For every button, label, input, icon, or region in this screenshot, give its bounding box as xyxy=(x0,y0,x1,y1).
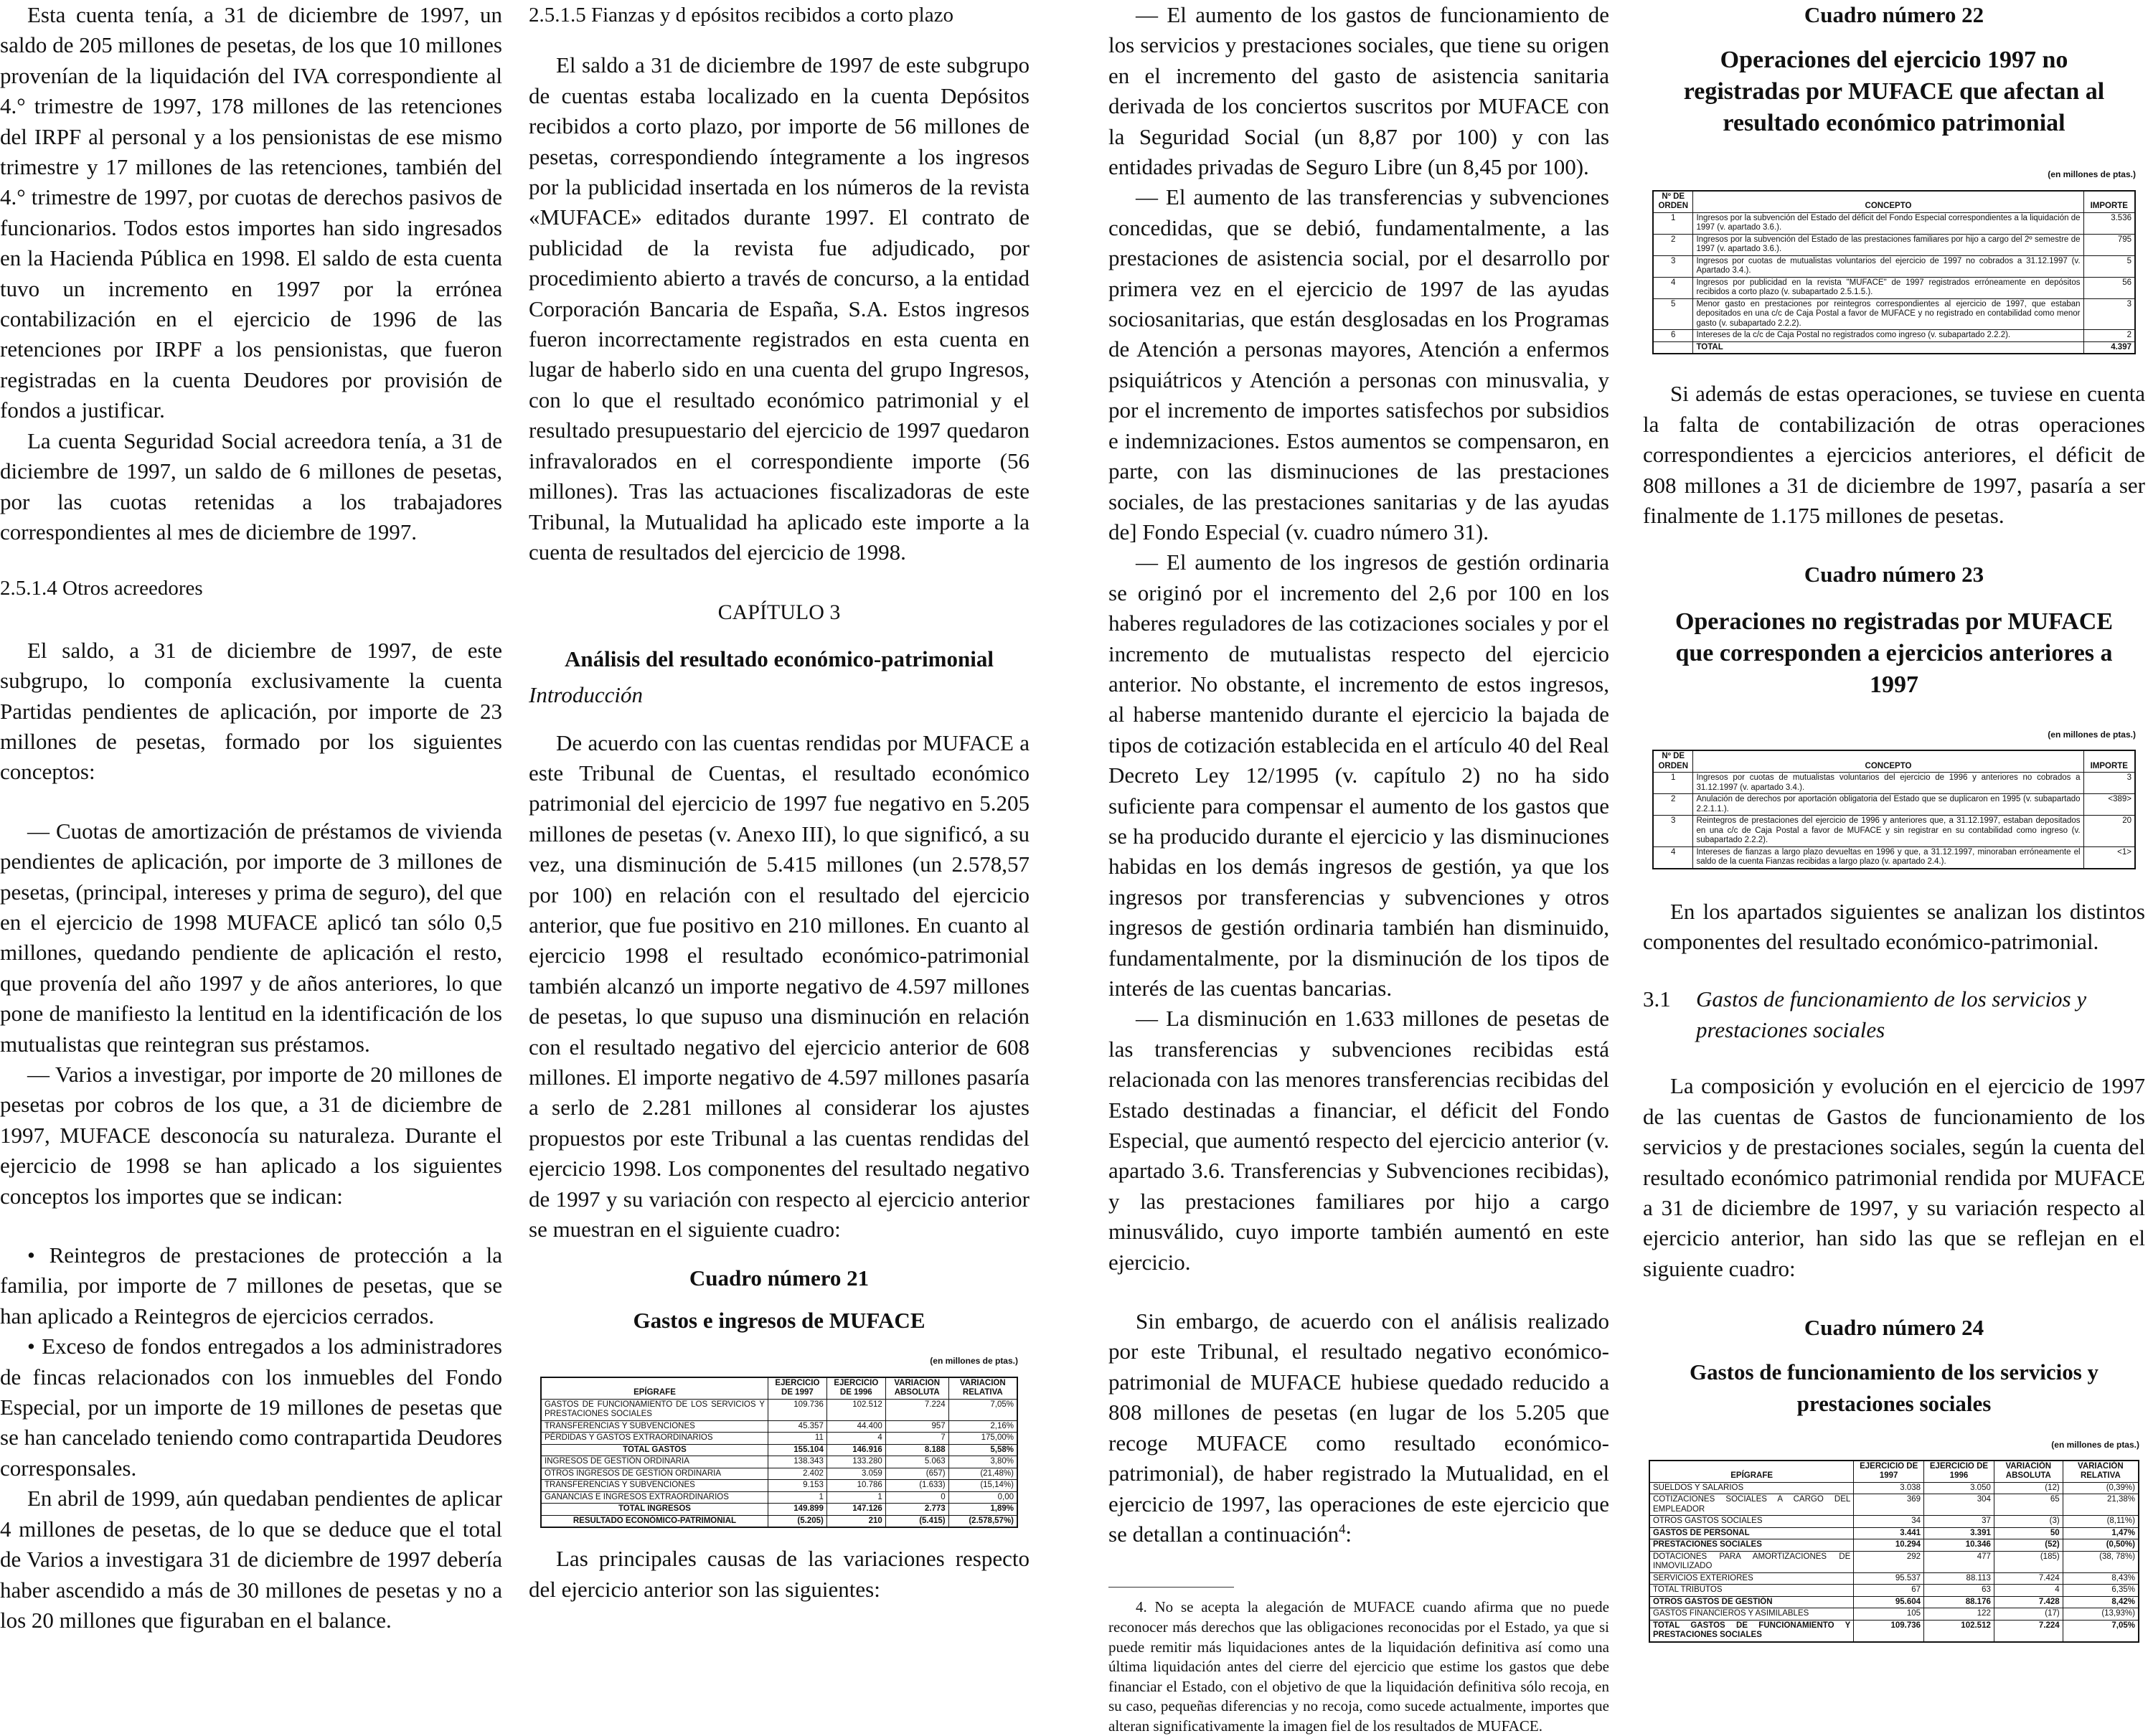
table-cell: 147.126 xyxy=(826,1504,885,1516)
paragraph: — La disminución en 1.633 millones de pesetas de las transferencias y subvenciones recibidas está relacionada con las menores transferencias recibidas del Estado destinadas a financiar, el déficit del Fondo Especial, que aumentó respecto del ejercicio anterior (v. apartado 3.6. Transferencias y Subvenciones recibidas), y las prestaciones familiares por hijo a cargo minusválido, cuyo importe también aumentó en este ejercicio. xyxy=(1108,1006,1609,1275)
table-row xyxy=(1653,816,2135,847)
table-row xyxy=(1653,846,2135,869)
table-23 xyxy=(1652,720,2136,869)
table-cell: (657) xyxy=(885,1468,948,1480)
table-cell: Reintegros de prestaciones del ejercicio de 1996 y anteriores que, a 31.12.1997, estaban depositados en una c/c de Caja Postal a favor de MUFACE y sin registrar en su contabilidad como ingreso (v. subapartado 2.2.2). xyxy=(1693,816,2083,847)
table-cell: 133.280 xyxy=(826,1456,885,1468)
section-title: Gastos de funcionamiento de los servicios y prestaciones sociales xyxy=(1696,986,2087,1042)
table-cell: (8,11%) xyxy=(2063,1516,2139,1528)
table-cell: 10.346 xyxy=(1924,1539,1994,1552)
table-cell: 8,43% xyxy=(2063,1572,2139,1585)
paragraph: De acuerdo con las cuentas rendidas por MUFACE a este Tribunal de Cuentas, el resultado económico patrimonial del ejercicio de 1997 fue negativo en 5.205 millones de pesetas (v. Anexo III), lo que significó, a su vez, una disminución de 5.415 millones (un 2.578,57 por 100) en relación con el resultado del ejercicio anterior, que fue positivo en 210 millones. En cuanto al ejercicio 1998 el resultado económico-patrimonial también alcanzó un importe negativo de 4.597 millones de pesetas, lo que supuso una disminución en relación con el resultado negativo del ejercicio anterior de 608 millones. El importe negativo de 4.597 millones pasaría a serlo de 2.281 millones al considerar los ajustes propuestos por este Tribunal a las cuentas rendidas del ejercicio 1998. Los componentes del resultado negativo de 1997 y su variación con respecto al ejercicio anterior se muestran en el siguiente cuadro: xyxy=(529,730,1030,1242)
table-row xyxy=(1649,1527,2139,1539)
section-heading: 2.5.1.4 Otros acreedores xyxy=(0,577,203,600)
chapter-title: Análisis del resultado económico-patrimonial xyxy=(565,646,994,671)
paragraph: — El aumento de las transferencias y subvenciones concedidas, que se debió, fundamentalmente, a las prestaciones de asistencia social, por el desarrollo por primera vez en el ejercicio de 1997 de las ayudas sociosanitarias, que están desglosadas en los Programas de Atención a personas mayores, Atención a enfermos psiquiátricos y Atención a personas con minusvalia, y por el incremento de importes satisfechos por subsidios e indemnizaciones. Estos aumentos se compensaron, en parte, con las disminuciones de las prestaciones sociales, de las prestaciones sanitarias y de las ayudas de] Fondo Especial (v. cuadro número 31). xyxy=(1108,184,1609,544)
table-cell: 3 xyxy=(1653,816,1693,847)
table-cell: 1 xyxy=(1653,773,1693,794)
table-cell: 1 xyxy=(826,1491,885,1504)
table-cell: Ingresos por la subvención del Estado de las prestaciones familiares por hijo a cargo del 2º semestre de 1997 (v. apartado 3.6.). xyxy=(1693,234,2083,255)
table-cell: <1> xyxy=(2083,846,2135,869)
table-cell: 6,35% xyxy=(2063,1585,2139,1597)
table-cell: TRANSFERENCIAS Y SUBVENCIONES xyxy=(541,1480,768,1492)
table-cell: 3.038 xyxy=(1854,1482,1924,1494)
punctuation: : xyxy=(1345,1521,1352,1547)
table-cell: 10.294 xyxy=(1854,1539,1924,1552)
footnote-ref: 4 xyxy=(1339,1522,1346,1537)
table-cell: 63 xyxy=(1924,1585,1994,1597)
table-cell xyxy=(1653,341,1693,354)
paragraph: • Reintegros de prestaciones de protección a la familia, por importe de 7 millones de pesetas, que se han aplicado a Reintegros de ejercicios cerrados. xyxy=(0,1242,502,1329)
table-row xyxy=(1649,1494,2139,1516)
table-cell: 4 xyxy=(1994,1585,2063,1597)
table-cell: 4 xyxy=(826,1433,885,1445)
table-cell: (3) xyxy=(1994,1516,2063,1528)
table-cell: Ingresos por cuotas de mutualistas voluntarios del ejercicio de 1997 no cobrados a 31.12.1997 (v. Apartado 3.4.). xyxy=(1693,255,2083,277)
table-title: Operaciones del ejercicio 1997 no registradas por MUFACE que afectan al resultado económico patrimonial xyxy=(1683,47,2105,137)
table-title: Gastos de funcionamiento de los servicios y prestaciones sociales xyxy=(1689,1359,2099,1416)
table-row xyxy=(541,1468,1017,1480)
table-unit: (en millones de ptas.) xyxy=(930,1356,1018,1367)
table-cell: 5 xyxy=(1653,298,1693,330)
chapter-label: CAPÍTULO 3 xyxy=(717,600,841,625)
column-2 xyxy=(529,0,1030,1605)
table-row xyxy=(1649,1516,2139,1528)
table-cell: (2.578,57%) xyxy=(948,1515,1017,1527)
table-row xyxy=(1653,255,2135,277)
table-row xyxy=(1649,1539,2139,1552)
paragraph: La composición y evolución en el ejercicio de 1997 de las cuentas de Gastos de funcionamiento de los servicios y de prestaciones sociales, según la cuenta del resultado económico patrimonial rendida por MUFACE a 31 de diciembre de 1997, y su variación respecto al ejercicio anterior, han sido las que se reflejan en el siguiente cuadro: xyxy=(1643,1073,2145,1281)
table-cell: 1,47% xyxy=(2063,1527,2139,1539)
table-row xyxy=(1653,341,2135,354)
table-row xyxy=(541,1433,1017,1445)
table-cell: 3 xyxy=(2083,773,2135,794)
table-cell: 6 xyxy=(1653,330,1693,342)
table-cell: 95.537 xyxy=(1854,1572,1924,1585)
table-cell: 67 xyxy=(1854,1585,1924,1597)
data-table xyxy=(1652,750,2136,869)
paragraph-text: Sin embargo, de acuerdo con el análisis realizado por este Tribunal, el resultado negativo económico-patrimonial de MUFACE hubiese quedado reducido a 808 millones de pesetas (en lugar de los 5.205 que recoge MUFACE como resultado económico-patrimonial), de haber registrado la Mutualidad, en el ejercicio de 1997, las operaciones de este ejercicio que se detallan a continuación xyxy=(1108,1308,1609,1547)
table-cell: 4 xyxy=(1653,277,1693,298)
table-cell: (13,93%) xyxy=(2063,1608,2139,1621)
table-cell: 105 xyxy=(1854,1608,1924,1621)
table-cell: (0,50%) xyxy=(2063,1539,2139,1552)
column-header: EPÍGRAFE xyxy=(541,1377,768,1400)
table-row xyxy=(1653,212,2135,234)
table-row xyxy=(1649,1608,2139,1621)
table-cell: (185) xyxy=(1994,1551,2063,1572)
table-cell: (17) xyxy=(1994,1608,2063,1621)
column-header: EJERCICIO DE 1996 xyxy=(826,1377,885,1400)
table-unit: (en millones de ptas.) xyxy=(2051,1439,2139,1450)
footnote-number: 4. xyxy=(1136,1598,1147,1616)
table-cell: 44.400 xyxy=(826,1420,885,1433)
table-cell: (15,14%) xyxy=(948,1480,1017,1492)
table-cell: 3 xyxy=(2083,298,2135,330)
paragraph: El saldo a 31 de diciembre de 1997 de este subgrupo de cuentas estaba localizado en la cuenta Depósitos recibidos a corto plazo, por importe de 56 millones de pesetas, correspondiendo íntegramente a los ingresos por la publicidad insertada en los números de la revista «MUFACE» editados durante 1997. El contrato de publicidad de la revista fue adjudicado, por procedimiento abierto a través de concurso, a la entidad Corporación Bancaria de España, S.A. Estos ingresos fueron incorrectamente registrados en esta cuenta en lugar de haberlo sido en una cuenta del grupo Ingresos, con lo que el resultado económico patrimonial y el resultado presupuestario del ejercicio de 1997 quedaron infravalorados en el correspondiente importe (56 millones). Tras las actuaciones fiscalizadoras de este Tribunal, la Mutualidad ha aplicado este importe a la cuenta de resultados del ejercicio de 1998. xyxy=(529,52,1030,565)
table-cell: GASTOS DE PERSONAL xyxy=(1649,1527,1854,1539)
table-row xyxy=(541,1456,1017,1468)
table-cell: OTROS GASTOS SOCIALES xyxy=(1649,1516,1854,1528)
table-cell: RESULTADO ECONÓMICO-PATRIMONIAL xyxy=(541,1515,768,1527)
table-cell: <389> xyxy=(2083,794,2135,816)
table-row xyxy=(1649,1620,2139,1642)
table-21 xyxy=(540,1346,1018,1528)
footnote-text: No se acepta la alegación de MUFACE cuando afirma que no puede reconocer más derechos que las obligaciones reconocidas por el Estado, ya que si puede remitir más liquidaciones antes de la liquidación definitiva así como una última liquidación antes del cierre del ejercicio que estime los gastos que debe financiar el Estado, con el objetivo de que la liquidación definitiva sólo recoja, en su caso, pequeñas diferencias y no recoja, como sucede actualmente, importes que alteran significativamente la imagen fiel de los resultados de MUFACE. xyxy=(1108,1598,1609,1735)
table-cell: 2.773 xyxy=(885,1504,948,1516)
data-table xyxy=(1652,190,2136,355)
table-cell: 8,42% xyxy=(2063,1596,2139,1608)
table-cell: 3.059 xyxy=(826,1468,885,1480)
table-cell: 292 xyxy=(1854,1551,1924,1572)
table-cell: DOTACIONES PARA AMORTIZACIONES DE INMOVILIZADO xyxy=(1649,1551,1854,1572)
table-cell: (12) xyxy=(1994,1482,2063,1494)
table-cell: 304 xyxy=(1924,1494,1994,1516)
paragraph: — El aumento de los ingresos de gestión ordinaria se originó por el incremento del 2,6 por 100 en los haberes reguladores de las cotizaciones sociales y por el incremento de mutualistas respecto del ejercicio anterior. No obstante, el incremento de estos ingresos, al haberse mantenido durante el ejercicio la bajada de tipos de cotización establecida en el artículo 40 del Real Decreto Ley 12/1995 (v. capítulo 2) no ha sido suficiente para compensar el aumento de los gastos que se ha producido durante el ejercicio y las disminuciones habidas en los demás ingresos de gestión, ya que los ingresos por transferencias y subvenciones y otros ingresos de gestión ordinaria también han disminuido, fundamentalmente, por la disminución de los tipos de interés de las cuentas bancarias. xyxy=(1108,549,1609,1001)
table-cell: (5.205) xyxy=(768,1515,826,1527)
table-cell: 0 xyxy=(885,1491,948,1504)
table-cell: 7,05% xyxy=(948,1399,1017,1420)
table-cell: 155.104 xyxy=(768,1444,826,1456)
table-unit: (en millones de ptas.) xyxy=(2048,169,2136,180)
table-number: Cuadro número 23 xyxy=(1804,562,1984,588)
table-cell: 56 xyxy=(2083,277,2135,298)
table-cell: TOTAL GASTOS xyxy=(541,1444,768,1456)
table-cell: 795 xyxy=(2083,234,2135,255)
table-cell: 7 xyxy=(885,1433,948,1445)
table-cell: 102.512 xyxy=(1924,1620,1994,1642)
table-cell: 37 xyxy=(1924,1516,1994,1528)
table-cell: 109.736 xyxy=(1854,1620,1924,1642)
table-row xyxy=(1653,298,2135,330)
table-unit: (en millones de ptas.) xyxy=(2048,729,2136,740)
table-cell: PÉRDIDAS Y GASTOS EXTRAORDINARIOS xyxy=(541,1433,768,1445)
table-cell: TOTAL INGRESOS xyxy=(541,1504,768,1516)
table-cell: 2 xyxy=(1653,794,1693,816)
table-cell: TRANSFERENCIAS Y SUBVENCIONES xyxy=(541,1420,768,1433)
table-title: Operaciones no registradas por MUFACE que corresponden a ejercicios anteriores a 1997 xyxy=(1674,608,2114,698)
table-cell: 88.113 xyxy=(1924,1572,1994,1585)
paragraph: • Exceso de fondos entregados a los administradores de fincas relacionados con los inmuebles del Fondo Especial, por un importe de 19 millones de pesetas que se han cancelado teniendo como contrapartida Deudores corresponsales. xyxy=(0,1334,502,1481)
table-cell: 65 xyxy=(1994,1494,2063,1516)
table-cell: 146.916 xyxy=(826,1444,885,1456)
table-cell: GASTOS DE FUNCIONAMIENTO DE LOS SERVICIOS Y PRESTACIONES SOCIALES xyxy=(541,1399,768,1420)
table-cell: 9.153 xyxy=(768,1480,826,1492)
table-cell: Ingresos por cuotas de mutualistas voluntarios del ejercicio de 1996 y anteriores no cobrados a 31.12.1997 (v. apartado 3.4.). xyxy=(1693,773,2083,794)
column-1 xyxy=(0,0,502,1636)
table-row xyxy=(1653,234,2135,255)
table-cell: 88.176 xyxy=(1924,1596,1994,1608)
table-cell: 2 xyxy=(1653,234,1693,255)
section-number: 3.1 xyxy=(1643,986,1671,1012)
table-row xyxy=(1653,277,2135,298)
table-cell: (1.633) xyxy=(885,1480,948,1492)
table-row xyxy=(541,1420,1017,1433)
table-cell: 102.512 xyxy=(826,1399,885,1420)
table-row xyxy=(541,1444,1017,1456)
table-row xyxy=(1649,1585,2139,1597)
data-table xyxy=(540,1377,1018,1529)
paragraph: En abril de 1999, aún quedaban pendientes de aplicar 4 millones de pesetas, de lo que se deduce que el total de Varios a investigara 31 de diciembre de 1997 debería haber ascendido a más de 30 millones de pesetas y no a los 20 millones que figuraban en el balance. xyxy=(0,1486,502,1633)
column-4 xyxy=(1643,0,2145,1643)
table-cell: 122 xyxy=(1924,1608,1994,1621)
table-row xyxy=(1653,773,2135,794)
table-cell: Intereses de fianzas a largo plazo devueltas en 1996 y que, a 31.12.1997, minoraban erróneamente el saldo de la cuenta Fianzas recibidas a largo plazo (v. apartado 2.4.). xyxy=(1693,846,2083,869)
table-cell: 2,16% xyxy=(948,1420,1017,1433)
table-cell: 45.357 xyxy=(768,1420,826,1433)
table-cell: PRESTACIONES SOCIALES xyxy=(1649,1539,1854,1552)
table-cell: 5.063 xyxy=(885,1456,948,1468)
section-heading: 2.5.1.5 Fianzas y d epósitos recibidos a corto plazo xyxy=(529,4,953,27)
paragraph: — Varios a investigar, por importe de 20 millones de pesetas por cobros de los que, a 31 de diciembre de 1997, MUFACE desconocía su naturaleza. Durante el ejercicio de 1998 se han aplicado a los siguientes conceptos los importes que se indican: xyxy=(0,1062,502,1209)
table-cell: 175,00% xyxy=(948,1433,1017,1445)
table-cell: INGRESOS DE GESTIÓN ORDINARIA xyxy=(541,1456,768,1468)
column-header: EJERCICIO DE 1997 xyxy=(768,1377,826,1400)
table-cell: TOTAL TRIBUTOS xyxy=(1649,1585,1854,1597)
column-header: Nº DE ORDEN xyxy=(1653,191,1693,213)
table-cell: 1 xyxy=(1653,212,1693,234)
column-header: EJERCICIO DE 1996 xyxy=(1924,1461,1994,1483)
table-cell: 369 xyxy=(1854,1494,1924,1516)
table-cell: (5.415) xyxy=(885,1515,948,1527)
table-cell: 8.188 xyxy=(885,1444,948,1456)
table-cell: 20 xyxy=(2083,816,2135,847)
paragraph: En los apartados siguientes se analizan los distintos componentes del resultado económico-patrimonial. xyxy=(1643,898,2145,955)
table-cell: 7.224 xyxy=(1994,1620,2063,1642)
table-22 xyxy=(1652,159,2136,354)
table-row xyxy=(1649,1551,2139,1572)
table-cell: 957 xyxy=(885,1420,948,1433)
table-cell: 3.441 xyxy=(1854,1527,1924,1539)
table-cell: 4.397 xyxy=(2083,341,2135,354)
table-cell: 2.402 xyxy=(768,1468,826,1480)
table-cell: 149.899 xyxy=(768,1504,826,1516)
table-cell: Ingresos por la subvención del Estado del déficit del Fondo Especial correspondientes a la liquidación de 1997 (v. apartado 3.6.). xyxy=(1693,212,2083,234)
table-number: Cuadro número 21 xyxy=(689,1265,870,1291)
table-row xyxy=(541,1399,1017,1420)
table-row xyxy=(541,1504,1017,1516)
paragraph: La cuenta Seguridad Social acreedora tenía, a 31 de diciembre de 1997, un saldo de 6 millones de pesetas, por las cuotas retenidas a los trabajadores correspondientes al mes de diciembre de 1997. xyxy=(0,428,502,544)
column-header: VARIACIÓN RELATIVA xyxy=(2063,1461,2139,1483)
table-cell: 11 xyxy=(768,1433,826,1445)
column-header: VARIACIÓN ABSOLUTA xyxy=(1994,1461,2063,1483)
table-cell: 7.224 xyxy=(885,1399,948,1420)
table-cell: SUELDOS Y SALARIOS xyxy=(1649,1482,1854,1494)
table-cell: Menor gasto en prestaciones por reintegros correspondientes al ejercicio de 1997, que estaban depositados en una c/c de Caja Postal a favor de MUFACE y no registrado en contabilidad como menor gasto (v. subapartado 2.2.2). xyxy=(1693,298,2083,330)
paragraph: — Cuotas de amortización de préstamos de vivienda pendientes de aplicación, por importe de 3 millones de pesetas, (principal, intereses y prima de seguro), del que en el ejercicio de 1998 MUFACE aplicó tan sólo 0,5 millones, quedando pendiente de aplicación el resto, que provenía del año 1997 y de años anteriores, lo que pone de manifiesto la lentitud en la identificación de los mutualistas que reintegran sus préstamos. xyxy=(0,818,502,1057)
table-cell: 0,00 xyxy=(948,1491,1017,1504)
table-row xyxy=(541,1491,1017,1504)
intro-heading: Introducción xyxy=(529,682,643,708)
table-cell: COTIZACIONES SOCIALES A CARGO DEL EMPLEADOR xyxy=(1649,1494,1854,1516)
table-cell: 7,05% xyxy=(2063,1620,2139,1642)
table-number: Cuadro número 24 xyxy=(1804,1315,1984,1341)
table-cell: 109.736 xyxy=(768,1399,826,1420)
column-header: VARIACION RELATIVA xyxy=(948,1377,1017,1400)
column-header: VARIACION ABSOLUTA xyxy=(885,1377,948,1400)
paragraph: El saldo, a 31 de diciembre de 1997, de este subgrupo, lo componía exclusivamente la cuenta Partidas pendientes de aplicación, por importe de 23 millones de pesetas, formado por los siguientes conceptos: xyxy=(0,637,502,785)
table-cell: 34 xyxy=(1854,1516,1924,1528)
table-cell: TOTAL GASTOS DE FUNCIONAMIENTO Y PRESTACIONES SOCIALES xyxy=(1649,1620,1854,1642)
table-24 xyxy=(1649,1430,2139,1643)
footnote-rule xyxy=(1108,1587,1234,1588)
table-cell: (21,48%) xyxy=(948,1468,1017,1480)
table-cell: 210 xyxy=(826,1515,885,1527)
table-cell: GASTOS FINANCIEROS Y ASIMILABLES xyxy=(1649,1608,1854,1621)
table-cell: TOTAL xyxy=(1693,341,2083,354)
column-header: EJERCICIO DE 1997 xyxy=(1854,1461,1924,1483)
column-3 xyxy=(1108,0,1609,1736)
table-cell: 50 xyxy=(1994,1527,2063,1539)
table-cell: 7.428 xyxy=(1994,1596,2063,1608)
table-cell: Anulación de derechos por aportación obligatoria del Estado que se duplicaron en 1995 (v. subapartado 2.2.1.1.). xyxy=(1693,794,2083,816)
table-row xyxy=(541,1480,1017,1492)
table-cell: 7.424 xyxy=(1994,1572,2063,1585)
table-cell: 3.391 xyxy=(1924,1527,1994,1539)
column-header: Nº DE ORDEN xyxy=(1653,750,1693,773)
section-heading xyxy=(1643,984,2145,1045)
column-header: IMPORTE xyxy=(2083,191,2135,213)
table-cell: 477 xyxy=(1924,1551,1994,1572)
table-cell: OTROS GASTOS DE GESTIÓN xyxy=(1649,1596,1854,1608)
paragraph: Las principales causas de las variaciones respecto del ejercicio anterior son las siguientes: xyxy=(529,1546,1030,1602)
table-cell: Ingresos por publicidad en la revista "MUFACE" de 1997 registrados erróneamente en depósitos recibidos a corto plazo (v. subapartado 2.5.1.5.). xyxy=(1693,277,2083,298)
footnote xyxy=(1108,1598,1609,1736)
table-row xyxy=(1649,1482,2139,1494)
table-row xyxy=(541,1515,1017,1527)
column-header: IMPORTE xyxy=(2083,750,2135,773)
table-cell: Intereses de la c/c de Caja Postal no registrados como ingreso (v. subapartado 2.2.2). xyxy=(1693,330,2083,342)
table-cell: (0,39%) xyxy=(2063,1482,2139,1494)
paragraph: Si además de estas operaciones, se tuviese en cuenta la falta de contabilización de otras operaciones correspondientes a ejercicios anteriores, el déficit de 808 millones a 31 de diciembre de 1997, pasaría a ser finalmente de 1.175 millones de pesetas. xyxy=(1643,381,2145,528)
paragraph xyxy=(1108,1306,1609,1549)
paragraph: — El aumento de los gastos de funcionamiento de los servicios y prestaciones sociales, que tiene su origen en el incremento del gasto de asistencia sanitaria derivada de los conciertos suscritos por MUFACE con la Seguridad Social (un 8,87 por 100) y con las entidades privadas de Seguro Libre (un 8,45 por 100). xyxy=(1108,2,1609,180)
table-cell: 138.343 xyxy=(768,1456,826,1468)
table-cell: 10.786 xyxy=(826,1480,885,1492)
table-cell: 3 xyxy=(1653,255,1693,277)
table-cell: 3.050 xyxy=(1924,1482,1994,1494)
table-cell: (52) xyxy=(1994,1539,2063,1552)
table-row xyxy=(1649,1572,2139,1585)
table-cell: 1 xyxy=(768,1491,826,1504)
table-cell: 5,58% xyxy=(948,1444,1017,1456)
table-cell: 1,89% xyxy=(948,1504,1017,1516)
table-row xyxy=(1649,1596,2139,1608)
table-number: Cuadro número 22 xyxy=(1804,2,1984,27)
table-cell: SERVICIOS EXTERIORES xyxy=(1649,1572,1854,1585)
table-row xyxy=(1653,330,2135,342)
table-cell: (38, 78%) xyxy=(2063,1551,2139,1572)
table-cell: 95.604 xyxy=(1854,1596,1924,1608)
table-cell: 3,80% xyxy=(948,1456,1017,1468)
table-title: Gastos e ingresos de MUFACE xyxy=(633,1307,925,1333)
table-row xyxy=(1653,794,2135,816)
table-cell: 2 xyxy=(2083,330,2135,342)
table-cell: 5 xyxy=(2083,255,2135,277)
data-table xyxy=(1649,1460,2139,1643)
column-header: CONCEPTO xyxy=(1693,191,2083,213)
table-cell: 3.536 xyxy=(2083,212,2135,234)
column-header: EPÍGRAFE xyxy=(1649,1461,1854,1483)
paragraph: Esta cuenta tenía, a 31 de diciembre de 1997, un saldo de 205 millones de pesetas, de los que 10 millones provenían de la liquidación del IVA correspondiente al 4.° trimestre de 1997, 178 millones de las retenciones del IRPF al personal y a los pensionistas de ese mismo trimestre y 17 millones de las retenciones, también del 4.° trimestre de 1997, por cuotas de derechos pasivos de funcionarios. Todos estos importes han sido ingresados en la Hacienda Pública en 1998. El saldo de esta cuenta tuvo un incremento en 1997 por la errónea contabilización en el ejercicio de 1996 de las retenciones por IRPF a los pensionistas, que fueron registradas en la cuenta Deudores por provisión de fondos a justificar. xyxy=(0,2,502,423)
column-header: CONCEPTO xyxy=(1693,750,2083,773)
table-cell: 4 xyxy=(1653,846,1693,869)
table-cell: 21,38% xyxy=(2063,1494,2139,1516)
table-cell: GANANCIAS E INGRESOS EXTRAORDINARIOS xyxy=(541,1491,768,1504)
table-cell: OTROS INGRESOS DE GESTIÓN ORDINARIA xyxy=(541,1468,768,1480)
